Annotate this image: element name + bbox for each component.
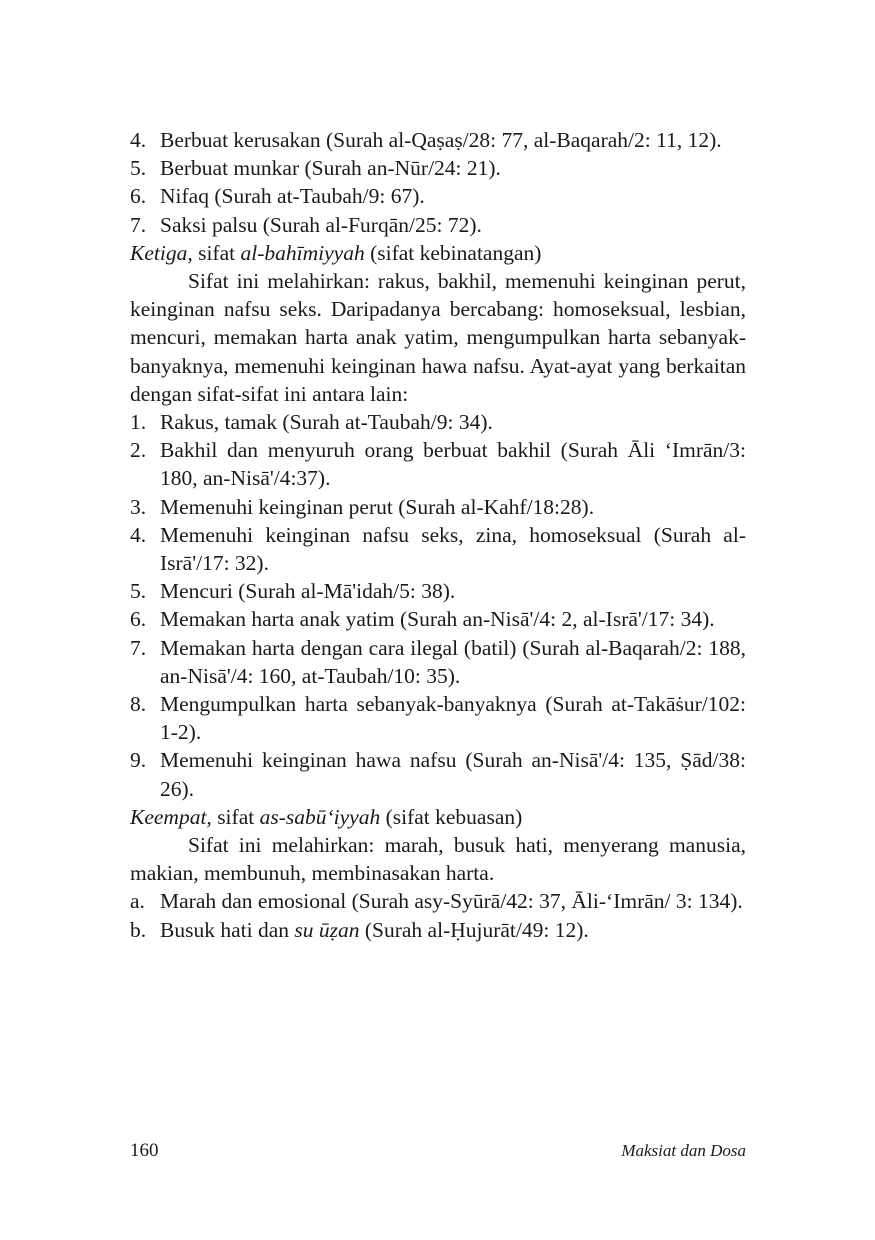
text-pre: Busuk hati dan	[160, 917, 295, 942]
section-paragraph: Sifat ini melahirkan: marah, busuk hati, menyerang manusia, makian, membunuh, membinasakan harta.	[130, 833, 746, 886]
list-item	[130, 746, 746, 802]
list-item	[130, 634, 746, 690]
section-ordinal: Ketiga,	[130, 240, 193, 265]
list-item	[130, 126, 746, 154]
text-post: (Surah al-Ḥujurāt/49: 12).	[359, 917, 589, 942]
list-item	[130, 154, 746, 182]
section-heading-ketiga	[130, 239, 746, 267]
section-ordinal: Keempat,	[130, 804, 212, 829]
list-letter: b.	[130, 917, 147, 942]
page-body	[130, 126, 746, 944]
list-text: Memenuhi keinginan hawa nafsu (Surah an-Nisā'/4: 135, Ṣād/38: 26).	[160, 748, 746, 801]
list-text	[160, 916, 746, 944]
list-continued	[130, 126, 746, 239]
list-text: Berbuat munkar (Surah an-Nūr/24: 21).	[160, 156, 501, 181]
list-item	[130, 887, 746, 915]
list-text: Memenuhi keinginan nafsu seks, zina, homoseksual (Surah al-Isrā'/17: 32).	[160, 522, 746, 576]
list-letter: a.	[130, 889, 145, 914]
heading-text: sifat	[211, 804, 260, 829]
running-title: Maksiat dan Dosa	[621, 1141, 746, 1160]
section-paragraph: Sifat ini melahirkan: rakus, bakhil, memenuhi keinginan perut, keinginan nafsu seks. Daripadanya bercabang: homoseksual, lesbian, mencuri, memakan harta anak yatim, mengumpulkan harta sebanyak-banyaknya, memenuhi keinginan hawa nafsu. Ayat-ayat yang berkaitan dengan sifat-sifat ini antara lain:	[130, 269, 746, 406]
arabic-term: su ūẓan	[294, 917, 360, 942]
list-item	[130, 577, 746, 605]
section3-list	[130, 408, 746, 803]
list-number: 4.	[130, 522, 147, 547]
list-item	[130, 211, 746, 239]
list-text: Marah dan emosional (Surah asy-Syūrā/42: 37, Āli-‘Imrān/ 3: 134).	[160, 889, 743, 914]
arabic-term: as-sabū‘iyyah	[259, 804, 381, 829]
list-number: 2.	[130, 438, 147, 463]
section4-list	[130, 887, 746, 943]
list-number: 8.	[130, 692, 147, 717]
list-item	[130, 493, 746, 521]
list-item	[130, 690, 746, 746]
list-text: Mencuri (Surah al-Mā'idah/5: 38).	[160, 579, 456, 604]
list-text: Memenuhi keinginan perut (Surah al-Kahf/18:28).	[160, 494, 595, 519]
arabic-term: al-bahīmiyyah	[240, 240, 365, 265]
list-number: 4.	[130, 128, 147, 152]
list-number: 9.	[130, 748, 147, 773]
list-text: Berbuat kerusakan (Surah al-Qaṣaṣ/28: 77, al-Baqarah/2: 11, 12).	[160, 128, 722, 152]
list-item	[130, 408, 746, 436]
list-item	[130, 182, 746, 210]
list-item	[130, 916, 746, 944]
list-text: Saksi palsu (Surah al-Furqān/25: 72).	[160, 212, 482, 237]
list-number: 3.	[130, 494, 147, 519]
list-number: 7.	[130, 212, 147, 237]
heading-text: sifat	[192, 240, 241, 265]
heading-gloss: (sifat kebinatangan)	[364, 240, 542, 265]
list-text: Mengumpulkan harta sebanyak-banyaknya (Surah at-Takāṡur/102: 1-2).	[160, 692, 746, 745]
list-number: 7.	[130, 635, 147, 660]
list-text: Memakan harta dengan cara ilegal (batil) (Surah al-Baqarah/2: 188, an-Nisā'/4: 160, at-Taubah/10: 35).	[160, 635, 746, 688]
section-heading-keempat	[130, 803, 746, 831]
list-number: 6.	[130, 607, 147, 632]
list-item	[130, 521, 746, 577]
list-number: 6.	[130, 184, 147, 209]
list-item	[130, 605, 746, 633]
list-number: 5.	[130, 579, 147, 604]
heading-gloss: (sifat kebuasan)	[380, 804, 523, 829]
list-text: Nifaq (Surah at-Taubah/9: 67).	[160, 184, 425, 209]
list-item	[130, 436, 746, 492]
page-number: 160	[130, 1140, 159, 1161]
list-number: 5.	[130, 156, 147, 181]
list-text: Rakus, tamak (Surah at-Taubah/9: 34).	[160, 410, 493, 435]
page-footer	[130, 1140, 746, 1162]
list-text: Memakan harta anak yatim (Surah an-Nisā'/4: 2, al-Isrā'/17: 34).	[160, 607, 715, 632]
list-number: 1.	[130, 410, 147, 435]
list-text: Bakhil dan menyuruh orang berbuat bakhil (Surah Āli ‘Imrān/3: 180, an-Nisā'/4:37).	[160, 438, 746, 491]
